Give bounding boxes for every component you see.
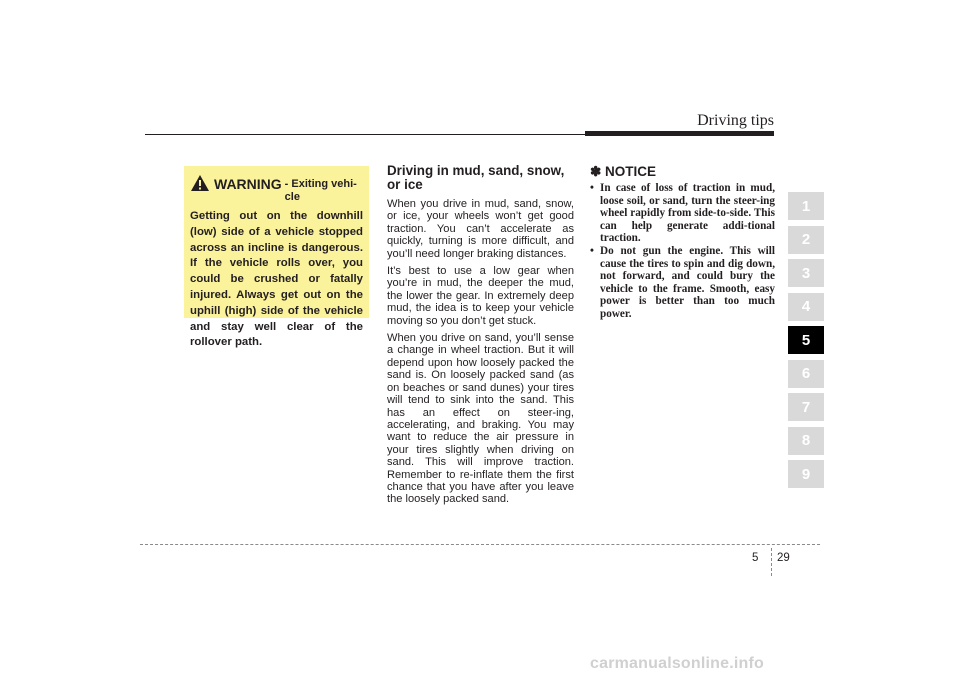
- bullet-icon: •: [590, 244, 594, 257]
- watermark: carmanualsonline.info: [590, 655, 765, 672]
- paragraph-2: It’s best to use a low gear when you’re in mud, the deeper the mud, the lower the gear. In extremely deep mud, the idea is to keep your vehicle moving so you don’t get stuck.: [387, 265, 574, 327]
- notice-item: [590, 182, 775, 245]
- warning-triangle-icon: [190, 174, 210, 192]
- bullet-icon: •: [590, 182, 594, 194]
- chapter-tab-7[interactable]: 7: [788, 393, 824, 421]
- footer-divider: [771, 548, 772, 576]
- chapter-tab-3[interactable]: 3: [788, 259, 824, 287]
- paragraph-1: When you drive in mud, sand, snow, or ice, your wheels won’t get good traction. You can’t accelerate as quickly, turning is more difficult, and you’ll need longer braking distances.: [387, 198, 574, 260]
- section-heading: Driving in mud, sand, snow, or ice: [387, 163, 565, 192]
- notice-heading: ✽ NOTICE: [590, 164, 657, 179]
- notice-item-text: Do not gun the engine. This will cause the tires to spin and dig down, not forward, and could bury the vehicle to the frame. Smooth, easy power is better than too much power.: [600, 244, 775, 320]
- warning-label: WARNING: [214, 176, 282, 192]
- chapter-tabs: [788, 192, 824, 494]
- warning-box: [184, 166, 369, 349]
- warning-text: Getting out on the downhill (low) side of a vehicle stopped across an incline is dangerous. If the vehicle rolls over, you could be crushed or fatally injured. Always get out on the uphill (high) side of the vehicle and stay well clear of the rollover path.: [190, 210, 363, 349]
- chapter-tab-6[interactable]: 6: [788, 360, 824, 388]
- notice-item-text: In case of loss of traction in mud, loose soil, or sand, turn the steer-ing wheel rapidly from side-to-side. This can help generate addi-tional traction.: [600, 182, 775, 245]
- warning-header: [190, 174, 363, 204]
- chapter-tab-1[interactable]: 1: [788, 192, 824, 220]
- paragraph-3: When you drive on sand, you’ll sense a change in wheel traction. But it will depend upon how loosely packed the sand is. On loosely packed sand (as on beaches or sand dunes) your tires will tend to sink into the sand. This has an effect on steer-ing, accelerating, and braking. You may want to reduce the air pressure in your tires slightly when driving on sand. This will improve traction. Remember to re-inflate them the first chance that you have after you leave the loosely packed sand.: [387, 332, 574, 506]
- notice-item: [590, 245, 775, 321]
- warning-subtitle: - Exiting vehi-cle: [284, 178, 357, 203]
- section-title: Driving tips: [697, 112, 774, 129]
- header-accent-bar: [585, 131, 774, 136]
- chapter-tab-2[interactable]: 2: [788, 226, 824, 254]
- footer-page-number: 29: [777, 552, 790, 564]
- main-column: [387, 164, 574, 511]
- chapter-tab-8[interactable]: 8: [788, 427, 824, 455]
- chapter-tab-4[interactable]: 4: [788, 293, 824, 321]
- notice-column: [590, 164, 775, 321]
- footer-rule: [140, 544, 820, 545]
- chapter-tab-5[interactable]: 5: [788, 326, 824, 354]
- notice-list: [590, 182, 775, 321]
- chapter-tab-9[interactable]: 9: [788, 460, 824, 488]
- footer-chapter-number: 5: [752, 552, 759, 564]
